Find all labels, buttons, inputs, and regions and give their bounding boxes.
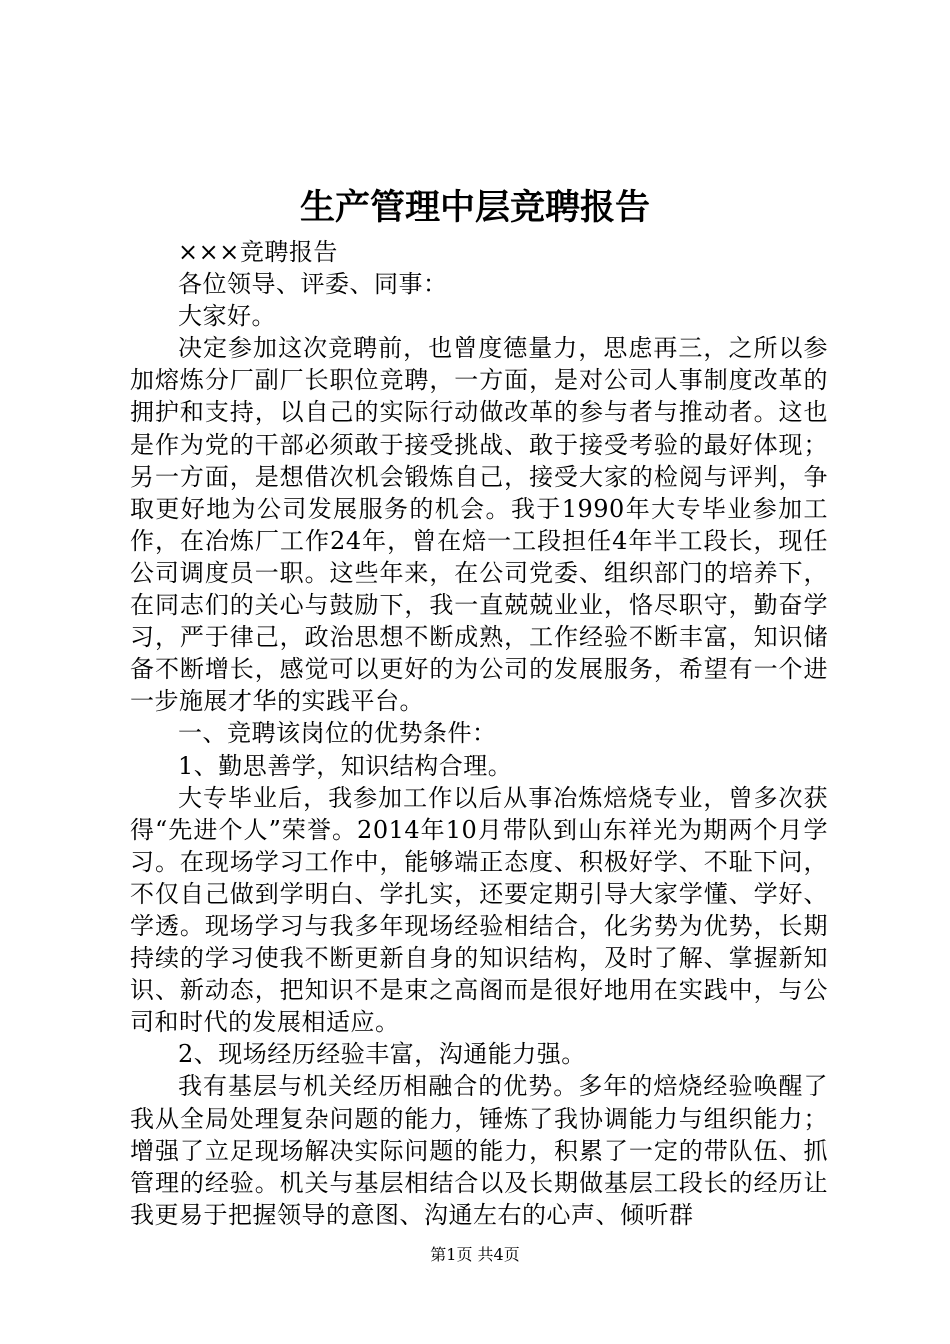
paragraph-intro: 决定参加这次竞聘前，也曾度德量力，思虑再三，之所以参加熔炼分厂副厂长职位竞聘，一方面，是对公司人事制度改革的拥护和支持，以自己的实际行动做改革的参与者与推动者。这也是作为党的干部必须敢于接受挑战、敢于接受考验的最好体现；另一方面，是想借次机会锻炼自己，接受大家的检阅与评判，争取更好地为公司发展服务的机会。我于1990年大专毕业参加工作，在冶炼厂工作24年，曾在焙一工段担任4年半工段长，现任公司调度员一职。这些年来，在公司党委、组织部门的培养下，在同志们的关心与鼓励下，我一直兢兢业业，恪尽职守，勤奋学习，严于律己，政治思想不断成熟，工作经验不断丰富，知识储备不断增长，感觉可以更好的为公司的发展服务，希望有一个进一步施展才华的实践平台。 (130, 334, 828, 716)
subheading-experience: 2、现场经历经验丰富，沟通能力强。 (178, 1040, 586, 1069)
page-footer: 第1页 共4页 (430, 1245, 520, 1264)
salutation: 各位领导、评委、同事： (178, 270, 448, 299)
greeting: 大家好。 (178, 302, 276, 331)
report-heading: ×××竞聘报告 (178, 238, 338, 266)
paragraph-experience: 我有基层与机关经历相融合的优势。多年的焙烧经验唤醒了我从全局处理复杂问题的能力，锤炼了我协调能力与组织能力；增强了立足现场解决实际问题的能力，积累了一定的带队伍、抓管理的经验。机关与基层相结合以及长期做基层工段长的经历让我更易于把握领导的意图、沟通左右的心声、倾听群 (130, 1072, 828, 1229)
subheading-learning: 1、勤思善学，知识结构合理。 (178, 751, 513, 780)
document-title: 生产管理中层竞聘报告 (299, 187, 650, 228)
section-heading-advantages: 一、竞聘该岗位的优势条件： (178, 719, 497, 748)
paragraph-learning: 大专毕业后，我参加工作以后从事冶炼焙烧专业，曾多次获得“先进个人”荣誉。2014年10月带队到山东祥光为期两个月学习。在现场学习工作中，能够端正态度、积极好学、不耻下问，不仅自己做到学明白、学扎实，还要定期引导大家学懂、学好、学透。现场学习与我多年现场经验相结合，化劣势为优势，长期持续的学习使我不断更新自身的知识结构，及时了解、掌握新知识、新动态，把知识不是束之高阁而是很好地用在实践中，与公司和时代的发展相适应。 (130, 783, 828, 1037)
document-body (130, 236, 828, 1231)
